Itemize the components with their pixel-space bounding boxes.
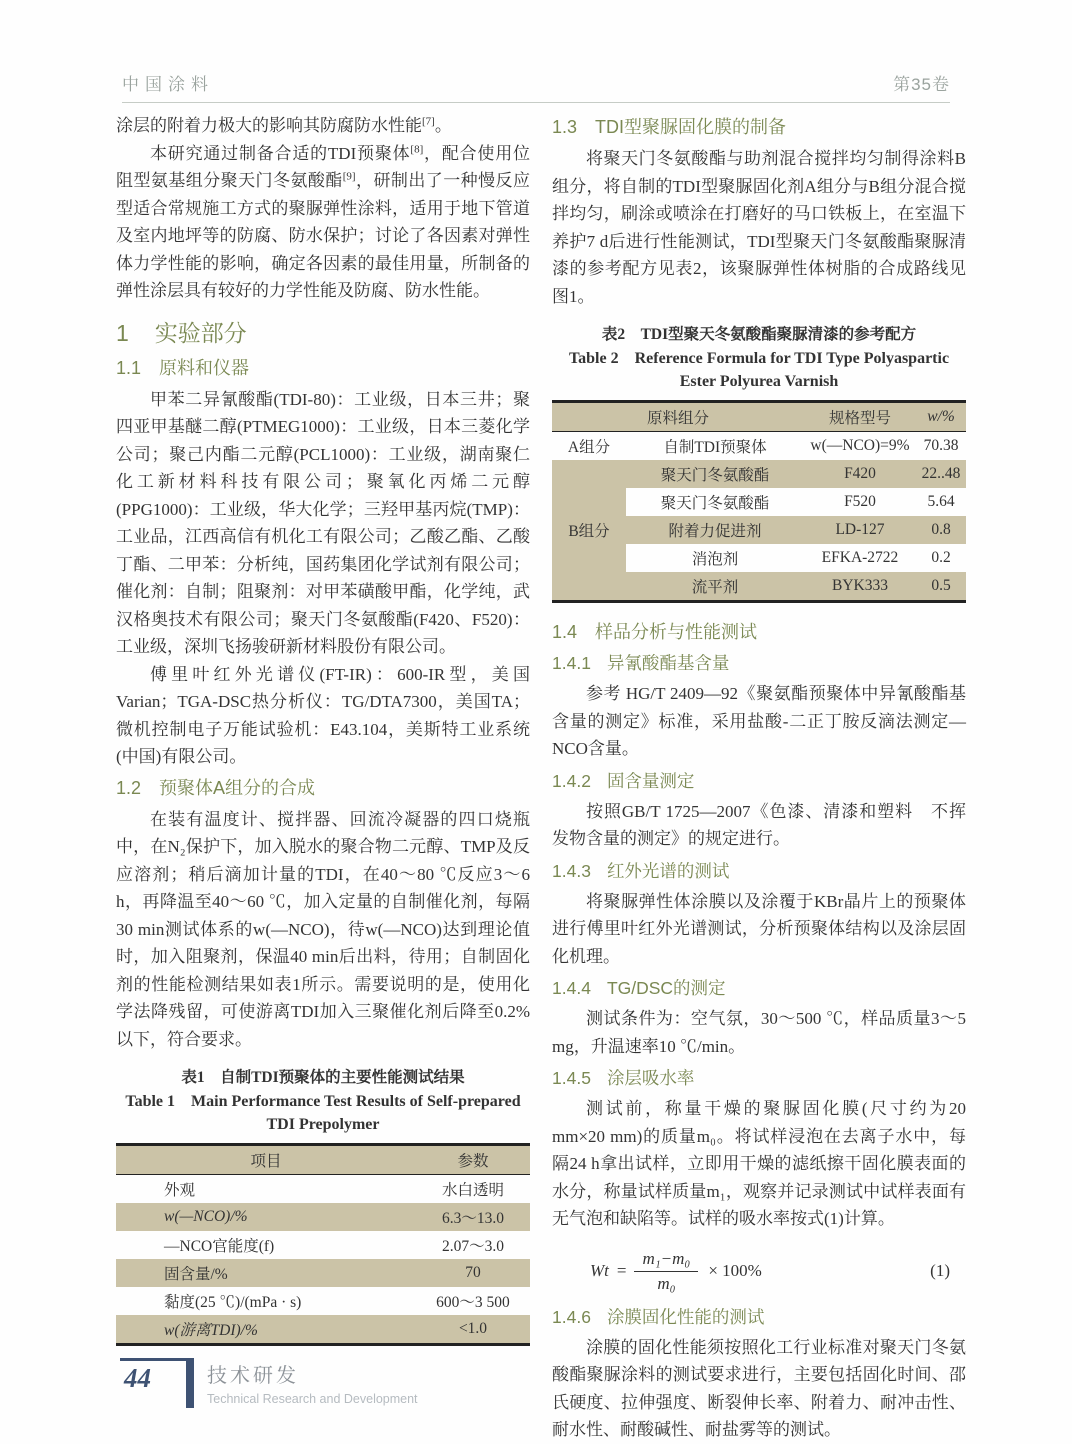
paragraph-instruments: 傅里叶红外光谱仪(FT-IR)：600-IR型，美国Varian；TGA-DSC热分析仪：TG/DTA7300，美国TA；微机控制电子万能试验机：E43.104，美斯特工业系统(中国)有限公司。	[116, 664, 530, 766]
cell-component: 附着力促进剂	[626, 516, 804, 544]
section-title: TG/DSC的测定	[606, 978, 726, 998]
section-number: 1.4	[552, 622, 578, 642]
table2-col-w: w/%	[927, 408, 955, 425]
section-1-4-3-heading	[552, 858, 966, 884]
table-row	[116, 1231, 530, 1259]
equation-number: (1)	[930, 1261, 950, 1280]
page-number: 44	[124, 1363, 151, 1393]
table-row	[116, 1259, 530, 1287]
equals-sign: =	[616, 1261, 627, 1280]
table1-caption	[116, 1066, 530, 1136]
section-1-4-4-heading	[552, 975, 966, 1001]
footer-section-zh: 技术研发	[207, 1365, 299, 1387]
section-1-4-heading	[552, 619, 966, 645]
section-number: 1.4.1	[552, 653, 591, 673]
cell-spec: EFKA-2722	[821, 549, 899, 566]
cell-w: 0.2	[931, 549, 951, 566]
section-1-4-2-heading	[552, 768, 966, 794]
section-1-4-5-heading	[552, 1065, 966, 1091]
table-row	[552, 460, 966, 488]
section-title: 预聚体A组分的合成	[159, 777, 316, 798]
cell-spec: BYK333	[804, 572, 916, 602]
equation-lhs: Wt	[590, 1261, 609, 1280]
cell-component: 自制TDI预聚体	[663, 439, 767, 456]
paragraph-materials: 甲苯二异氰酸酯(TDI-80)：工业级，日本三井；聚四亚甲基醚二醇(PTMEG1000)：工业级，日本三菱化学公司；聚己内酯二元醇(PCL1000)：工业级，湖南聚仁化工新材料科技有限公司；聚氧化丙烯二元醇(PPG1000)：工业级，华大化学；三羟甲基丙烷(TMP)：工业品，江西高信有机化工有限公司；乙酸乙酯、乙酸丁酯、二甲苯：分析纯，国药集团化学试剂有限公司；催化剂：自制；阻聚剂：对甲苯磺酸甲酯，化学纯，武汉格奥技术有限公司；聚天门冬氨酸酯(F420、F520)：工业级，深圳飞扬骏研新材料股份有限公司。	[116, 389, 530, 656]
section-number: 1.2	[116, 777, 142, 798]
cell-component: 聚天门冬氨酸酯	[660, 495, 770, 512]
table2-col-component: 原料组分	[646, 410, 709, 427]
table2-caption-zh: 表2 TDI型聚天冬氨酸酯聚脲清漆的参考配方	[601, 326, 917, 343]
cell-component: 流平剂	[626, 572, 804, 602]
paragraph-film-prep: 将聚天门冬氨酸酯与助剂混合搅拌均匀制得涂料B组分，将自制的TDI型聚脲固化剂A组分与B组分混合搅拌均匀，刷涂或喷涂在打磨好的马口铁板上，在室温下养护7 d后进行性能测试，TDI型聚天门冬氨酸酯聚脲清漆的参考配方见表2，该聚脲弹性体树脂的合成路线见图1。	[552, 149, 966, 306]
table2-col-spec: 规格型号	[828, 410, 891, 427]
cell-spec: F420	[804, 460, 916, 488]
table1-caption-zh: 表1 自制TDI预聚体的主要性能测试结果	[181, 1069, 465, 1086]
cell-item: w(游离TDI)/%	[164, 1322, 258, 1339]
table1-col-item: 项目	[250, 1153, 282, 1170]
journal-name: 中国涂料	[122, 75, 214, 94]
section-title: 红外光谱的测试	[606, 860, 730, 881]
paragraph-tgdsc: 测试条件为：空气氛，30～500 ℃，样品质量3～5 mg，升温速率10 ℃/min。	[552, 1009, 966, 1056]
cell-value: <1.0	[458, 1320, 488, 1337]
section-number: 1.4.4	[552, 978, 591, 998]
table1	[116, 1143, 530, 1346]
cell-component: 消泡剂	[691, 551, 739, 568]
cell-w: 22..48	[916, 460, 966, 488]
footer-section-en: Technical Research and Development	[207, 1392, 418, 1406]
table1-col-param: 参数	[457, 1153, 489, 1170]
cell-value: 6.3～13.0	[441, 1210, 504, 1227]
citation-9: [9]	[342, 170, 356, 183]
section-1-1-heading	[116, 355, 530, 381]
fraction	[634, 1249, 698, 1294]
running-head	[122, 70, 950, 103]
text-run: 涂层的附着力极大的影响其防腐防水性能	[116, 116, 422, 135]
paragraph-solid-content: 按照GB/T 1725—2007《色漆、清漆和塑料 不挥发物含量的测定》的规定进行。	[552, 801, 966, 848]
cell-item: 固含量/%	[164, 1266, 228, 1283]
page-number-box	[120, 1358, 194, 1408]
section-title: TDI型聚脲固化膜的制备	[595, 117, 787, 137]
paragraph-nco-content: 参考 HG/T 2409—92《聚氨酯预聚体中异氰酸酯基含量的测定》标准，采用盐酸-二正丁胺反滴法测定—NCO含量。	[552, 684, 966, 758]
cell-value: 2.07～3.0	[441, 1238, 504, 1255]
section-title: 固含量测定	[606, 770, 695, 791]
cell-group-b: B组分	[552, 460, 626, 602]
footer-section	[207, 1358, 418, 1408]
paragraph-intro-end	[116, 112, 530, 140]
cell-item: 外观	[164, 1182, 196, 1199]
section-number: 1	[116, 319, 129, 346]
right-column	[552, 112, 966, 1444]
citation-7: [7]	[422, 115, 435, 128]
section-number: 1.4.2	[552, 770, 591, 791]
cell-value: 70	[465, 1264, 481, 1281]
section-number: 1.4.6	[552, 1306, 591, 1327]
text-run: ，配合使用位阻型氨基组分聚天门冬氨酸酯	[116, 143, 531, 190]
volume-label: 第35卷	[893, 75, 950, 94]
table-row	[116, 1315, 530, 1345]
section-number: 1.4.5	[552, 1068, 591, 1088]
citation-8: [8]	[410, 142, 424, 155]
table2-caption-en-line2: Ester Polyurea Varnish	[679, 373, 839, 390]
section-1-2-heading	[116, 775, 530, 801]
section-number: 1.4.3	[552, 860, 591, 881]
section-title: 异氰酸酯基含量	[606, 653, 730, 673]
section-title: 样品分析与性能测试	[595, 622, 758, 642]
table-row	[552, 432, 966, 461]
paragraph-synthesis: 在装有温度计、搅拌器、回流冷凝器的四口烧瓶中，在N₂保护下，加入脱水的聚合物二元醇、TMP及反应溶剂；稍后滴加计量的TDI，在40～80 ℃反应3～6 h，再降温至40～60 ℃，加入定量的自制催化剂，每隔30 min测试体系的w(—NCO)，待w(—NCO)达到理论值时，加入阻聚剂，保温40 min后出料，待用；自制固化剂的性能检测结果如表1所示。需要说明的是，使用化学法降残留，可使游离TDI加入三聚催化剂后降至0.2%以下，符合要求。	[116, 809, 530, 1049]
equation-suffix: × 100%	[708, 1261, 762, 1280]
table2-caption-en-line1: Table 2 Reference Formula for TDI Type Polyaspartic	[568, 350, 950, 367]
table1-header-row	[116, 1145, 530, 1175]
table1-caption-en-line1: Table 1 Main Performance Test Results of Self-prepared	[125, 1093, 521, 1110]
table2	[552, 400, 966, 603]
cell-spec: LD-127	[804, 516, 916, 544]
section-title: 实验部分	[154, 319, 247, 346]
left-column	[116, 112, 530, 1346]
section-title: 涂层吸水率	[606, 1068, 695, 1088]
cell-w: 0.8	[916, 516, 966, 544]
paragraph-overview	[116, 140, 530, 305]
section-1-4-1-heading	[552, 650, 966, 676]
cell-item: 黏度(25 ℃)/(mPa · s)	[164, 1294, 302, 1311]
table2-header-row	[552, 402, 966, 432]
section-1-4-6-heading	[552, 1304, 966, 1330]
cell-group-a: A组分	[567, 439, 611, 456]
equation-1	[552, 1249, 966, 1294]
cell-item: —NCO官能度(f)	[164, 1238, 275, 1255]
text-run: 本研究通过制备合适的TDI预聚体	[150, 143, 411, 163]
fraction-denominator: m₀	[657, 1273, 676, 1293]
cell-w: 5.64	[927, 493, 955, 510]
cell-value: 600～3 500	[436, 1294, 510, 1311]
section-1-heading	[116, 318, 530, 348]
paragraph-ftir-test: 将聚脲弹性体涂膜以及涂覆于KBr晶片上的预聚体进行傅里叶红外光谱测试，分析预聚体结构以及涂层固化机理。	[552, 891, 966, 966]
page-footer	[120, 1358, 418, 1408]
cell-spec: F520	[844, 493, 876, 510]
text-run: 。	[434, 116, 452, 135]
table-row	[116, 1175, 530, 1204]
cell-w: 70.38	[923, 437, 959, 454]
paragraph-curing-performance: 涂膜的固化性能须按照化工行业标准对聚天门冬氨酸酯聚脲涂料的测试要求进行，主要包括固化时间、邵氏硬度、拉伸强度、断裂伸长率、附着力、耐冲击性、耐水性、耐酸碱性、耐盐雾等的测试。	[552, 1337, 966, 1439]
paragraph-water-absorption: 测试前，称量干燥的聚脲固化膜(尺寸约为20 mm×20 mm)的质量m₀。将试样浸泡在去离子水中，每隔24 h拿出试样，立即用干燥的滤纸擦干固化膜表面的水分，称量试样质量m₁，观察并记录测试中试样表面有无气泡和缺陷等。试样的吸水率按式(1)计算。	[552, 1099, 966, 1228]
table2-caption	[552, 323, 966, 393]
table1-caption-en-line2: TDI Prepolymer	[266, 1116, 380, 1133]
section-title: 原料和仪器	[159, 357, 250, 378]
cell-w: 0.5	[916, 572, 966, 602]
text-run: ，研制出了一种慢反应型适合常规施工方式的聚脲弹性涂料，适用于地下管道及室内地坪等的防腐、防水保护；讨论了各因素对弹性体力学性能的影响，确定各因素的最佳用量，所制备的弹性涂层具有较好的力学性能及防腐、防水性能。	[116, 171, 531, 300]
section-1-3-heading	[552, 114, 966, 140]
section-number: 1.1	[116, 357, 142, 378]
cell-spec: w(—NCO)=9%	[810, 437, 910, 454]
cell-component: 聚天门冬氨酸酯	[626, 460, 804, 488]
table-row	[116, 1287, 530, 1315]
section-title: 涂膜固化性能的测试	[606, 1306, 765, 1327]
cell-value: 水白透明	[441, 1182, 504, 1199]
section-number: 1.3	[552, 117, 578, 137]
cell-item: w(—NCO)/%	[164, 1208, 248, 1225]
fraction-numerator: m₁−m₀	[634, 1249, 698, 1272]
table-row	[116, 1203, 530, 1231]
